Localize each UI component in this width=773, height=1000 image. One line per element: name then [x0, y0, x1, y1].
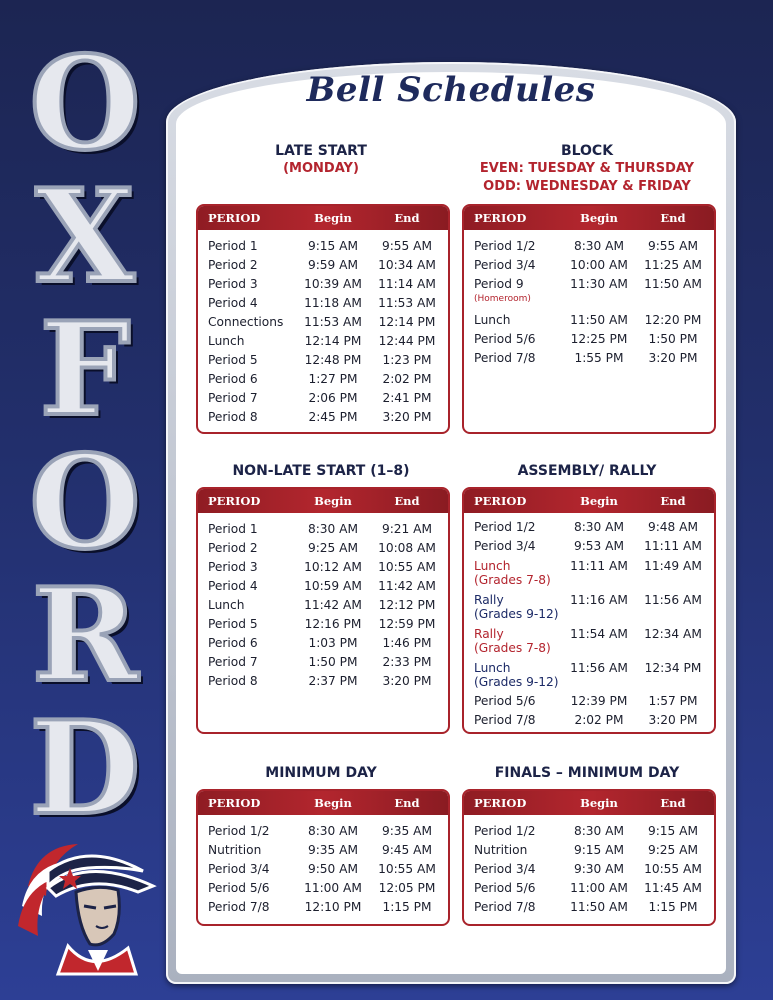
begin-cell: 9:53 AM: [573, 539, 625, 553]
begin-cell: 11:56 AM: [570, 661, 628, 675]
table-header: [198, 206, 448, 230]
table-row: [464, 275, 714, 311]
end-cell: 9:55 AM: [381, 239, 433, 253]
begin-cell: 11:50 AM: [570, 900, 628, 914]
table-header: [198, 791, 448, 815]
begin-cell: 10:12 AM: [304, 560, 362, 574]
end-cell: 1:46 PM: [382, 636, 432, 650]
table-header: [464, 206, 714, 230]
period-cell: Period 5: [208, 617, 258, 631]
end-cell: 10:08 AM: [378, 541, 436, 555]
header-period: PERIOD: [208, 796, 261, 810]
period-cell: [464, 275, 562, 305]
period-cell: Lunch: [474, 313, 511, 327]
begin-cell: 8:30 AM: [307, 522, 359, 536]
end-cell: 10:34 AM: [378, 258, 436, 272]
grade-label: (Grades 9-12): [474, 675, 559, 689]
begin-cell: 12:14 PM: [304, 334, 362, 348]
patriot-mascot-logo: [18, 826, 158, 976]
period-cell: Period 7/8: [208, 900, 270, 914]
end-cell: 9:21 AM: [381, 522, 433, 536]
table-row: [464, 624, 714, 658]
period-cell: Period 1/2: [474, 824, 536, 838]
period-label: Rally: [474, 593, 504, 607]
begin-cell: 9:30 AM: [573, 862, 625, 876]
begin-cell: 10:00 AM: [570, 258, 628, 272]
begin-cell: 11:30 AM: [570, 277, 628, 291]
begin-cell: 2:45 PM: [308, 410, 358, 424]
letter-d: D: [29, 694, 141, 844]
period-cell: Lunch: [208, 598, 245, 612]
period-label: Rally: [474, 627, 504, 641]
begin-cell: 9:15 AM: [307, 239, 359, 253]
begin-cell: 8:30 AM: [573, 520, 625, 534]
period-cell: Nutrition: [474, 843, 528, 857]
header-begin: Begin: [580, 494, 618, 508]
late-start-heading: [196, 142, 446, 178]
period-cell: Period 5/6: [474, 881, 536, 895]
header-end: End: [660, 211, 686, 225]
period-cell: Period 3/4: [474, 862, 536, 876]
end-cell: 12:44 PM: [378, 334, 436, 348]
begin-cell: 8:30 AM: [573, 239, 625, 253]
late-start-title: LATE START: [275, 143, 367, 159]
end-cell: 11:14 AM: [378, 277, 436, 291]
period-cell: [464, 559, 562, 587]
period-cell: Period 7/8: [474, 900, 536, 914]
table-header: [464, 489, 714, 513]
table-row: [464, 822, 714, 841]
table-row: [464, 879, 714, 898]
block-subtitle-even: EVEN: TUESDAY & THURSDAY: [479, 161, 695, 176]
non-late-table: [196, 487, 450, 734]
table-body: [198, 230, 448, 427]
period-cell: [464, 593, 562, 621]
period-cell: Period 6: [208, 636, 258, 650]
period-cell: Connections: [208, 315, 284, 329]
table-row: [464, 330, 714, 349]
header-end: End: [394, 796, 420, 810]
end-cell: 1:50 PM: [648, 332, 698, 346]
assembly-title: ASSEMBLY/ RALLY: [517, 463, 657, 479]
end-cell: 9:45 AM: [381, 843, 433, 857]
header-end: End: [394, 211, 420, 225]
period-cell: [464, 661, 562, 689]
table-row: [198, 389, 448, 408]
table-row: [198, 313, 448, 332]
period-cell: Period 6: [208, 372, 258, 386]
end-cell: 3:20 PM: [648, 351, 698, 365]
table-row: [198, 822, 448, 841]
table-row: [198, 558, 448, 577]
table-row: [464, 692, 714, 711]
begin-cell: 1:55 PM: [574, 351, 624, 365]
grade-label: (Grades 7-8): [474, 573, 551, 587]
period-cell: Nutrition: [208, 843, 262, 857]
period-cell: [464, 627, 562, 655]
end-cell: 12:12 PM: [378, 598, 436, 612]
non-late-title: NON-LATE START (1–8): [232, 463, 410, 479]
table-row: [198, 879, 448, 898]
begin-cell: 2:02 PM: [574, 713, 624, 727]
end-cell: 11:53 AM: [378, 296, 436, 310]
end-cell: 12:34 AM: [644, 627, 702, 641]
period-cell: Period 7: [208, 391, 258, 405]
block-table: [462, 204, 716, 434]
end-cell: 1:23 PM: [382, 353, 432, 367]
begin-cell: 12:48 PM: [304, 353, 362, 367]
assembly-heading: [462, 462, 712, 480]
period-cell: Period 3/4: [208, 862, 270, 876]
end-cell: 1:15 PM: [382, 900, 432, 914]
period-cell: Period 2: [208, 541, 258, 555]
begin-cell: 8:30 AM: [573, 824, 625, 838]
block-heading: [462, 142, 712, 196]
header-begin: Begin: [314, 211, 352, 225]
begin-cell: 8:30 AM: [307, 824, 359, 838]
finals-table: [462, 789, 716, 926]
begin-cell: 9:15 AM: [573, 843, 625, 857]
header-end: End: [660, 494, 686, 508]
period-label: Lunch: [474, 661, 511, 675]
table-row: [464, 518, 714, 537]
table-row: [198, 634, 448, 653]
table-row: [198, 539, 448, 558]
period-cell: Period 3/4: [474, 539, 536, 553]
begin-cell: 2:37 PM: [308, 674, 358, 688]
table-header: [464, 791, 714, 815]
begin-cell: 12:16 PM: [304, 617, 362, 631]
period-cell: Period 3: [208, 277, 258, 291]
table-row: [198, 653, 448, 672]
end-cell: 10:55 AM: [378, 862, 436, 876]
period-cell: Period 1/2: [474, 239, 536, 253]
end-cell: 9:15 AM: [647, 824, 699, 838]
period-cell: Period 1/2: [208, 824, 270, 838]
table-row: [198, 370, 448, 389]
end-cell: 9:48 AM: [647, 520, 699, 534]
period-cell: Period 5/6: [208, 881, 270, 895]
end-cell: 2:41 PM: [382, 391, 432, 405]
end-cell: 11:42 AM: [378, 579, 436, 593]
table-row: [464, 898, 714, 917]
begin-cell: 11:53 AM: [304, 315, 362, 329]
end-cell: 11:56 AM: [644, 593, 702, 607]
begin-cell: 1:50 PM: [308, 655, 358, 669]
table-body: [198, 513, 448, 691]
begin-cell: 12:39 PM: [570, 694, 628, 708]
begin-cell: 11:00 AM: [304, 881, 362, 895]
end-cell: 11:45 AM: [644, 881, 702, 895]
begin-cell: 9:59 AM: [307, 258, 359, 272]
table-body: [464, 230, 714, 368]
end-cell: 2:33 PM: [382, 655, 432, 669]
end-cell: 12:05 PM: [378, 881, 436, 895]
period-cell: Period 1: [208, 239, 258, 253]
period-cell: Period 5: [208, 353, 258, 367]
end-cell: 2:02 PM: [382, 372, 432, 386]
header-period: PERIOD: [208, 211, 261, 225]
grade-label: (Grades 7-8): [474, 641, 551, 655]
period-cell: Period 3/4: [474, 258, 536, 272]
end-cell: 12:20 PM: [644, 313, 702, 327]
header-period: PERIOD: [474, 494, 527, 508]
end-cell: 9:55 AM: [647, 239, 699, 253]
period-cell: Period 8: [208, 674, 258, 688]
header-period: PERIOD: [474, 211, 527, 225]
end-cell: 9:25 AM: [647, 843, 699, 857]
table-row: [198, 672, 448, 691]
period-cell: Period 3: [208, 560, 258, 574]
letter-r: R: [31, 561, 139, 711]
begin-cell: 11:16 AM: [570, 593, 628, 607]
begin-cell: 10:39 AM: [304, 277, 362, 291]
header-end: End: [660, 796, 686, 810]
period-cell: Period 1/2: [474, 520, 536, 534]
begin-cell: 11:50 AM: [570, 313, 628, 327]
period-cell: Period 2: [208, 258, 258, 272]
begin-cell: 9:35 AM: [307, 843, 359, 857]
table-row: [464, 711, 714, 730]
end-cell: 11:11 AM: [644, 539, 702, 553]
table-row: [198, 898, 448, 917]
period-label: Lunch: [474, 559, 511, 573]
end-cell: 1:15 PM: [648, 900, 698, 914]
end-cell: 11:50 AM: [644, 277, 702, 291]
end-cell: 12:14 PM: [378, 315, 436, 329]
end-cell: 12:34 PM: [644, 661, 702, 675]
table-row: [198, 520, 448, 539]
end-cell: 1:57 PM: [648, 694, 698, 708]
header-period: PERIOD: [208, 494, 261, 508]
block-subtitle-odd: ODD: WEDNESDAY & FRIDAY: [483, 179, 691, 194]
table-row: [198, 332, 448, 351]
period-label: Period 9: [474, 277, 524, 291]
begin-cell: 10:59 AM: [304, 579, 362, 593]
table-row: [198, 860, 448, 879]
begin-cell: 9:50 AM: [307, 862, 359, 876]
end-cell: 3:20 PM: [382, 410, 432, 424]
period-cell: Period 7: [208, 655, 258, 669]
block-title: BLOCK: [560, 143, 614, 159]
period-cell: Period 5/6: [474, 332, 536, 346]
end-cell: 11:25 AM: [644, 258, 702, 272]
period-cell: Period 4: [208, 579, 258, 593]
period-cell: Period 7/8: [474, 351, 536, 365]
end-cell: 12:59 PM: [378, 617, 436, 631]
begin-cell: 11:54 AM: [570, 627, 628, 641]
end-cell: 9:35 AM: [381, 824, 433, 838]
period-cell: Lunch: [208, 334, 245, 348]
table-row: [198, 294, 448, 313]
late-start-subtitle: (MONDAY): [283, 161, 359, 176]
table-row: [198, 275, 448, 294]
begin-cell: 2:06 PM: [308, 391, 358, 405]
table-row: [464, 841, 714, 860]
begin-cell: 12:25 PM: [570, 332, 628, 346]
begin-cell: 11:11 AM: [570, 559, 628, 573]
period-cell: Period 1: [208, 522, 258, 536]
grade-label: (Grades 9-12): [474, 607, 559, 621]
non-late-heading: [196, 462, 446, 480]
homeroom-note: (Homeroom): [474, 294, 531, 304]
begin-cell: 11:00 AM: [570, 881, 628, 895]
minimum-title: MINIMUM DAY: [265, 765, 377, 781]
header-period: PERIOD: [474, 796, 527, 810]
minimum-table: [196, 789, 450, 926]
end-cell: 11:49 AM: [644, 559, 702, 573]
table-row: [198, 615, 448, 634]
table-body: [464, 513, 714, 730]
header-begin: Begin: [314, 796, 352, 810]
header-begin: Begin: [314, 494, 352, 508]
table-row: [464, 658, 714, 692]
table-row: [464, 537, 714, 556]
period-cell: Period 7/8: [474, 713, 536, 727]
begin-cell: 11:18 AM: [304, 296, 362, 310]
begin-cell: 1:03 PM: [308, 636, 358, 650]
table-body: [198, 815, 448, 917]
period-cell: Period 4: [208, 296, 258, 310]
end-cell: 10:55 AM: [378, 560, 436, 574]
begin-cell: 1:27 PM: [308, 372, 358, 386]
table-row: [464, 311, 714, 330]
end-cell: 3:20 PM: [648, 713, 698, 727]
finals-heading: [462, 764, 712, 782]
header-begin: Begin: [580, 796, 618, 810]
table-body: [464, 815, 714, 917]
table-row: [198, 408, 448, 427]
header-begin: Begin: [580, 211, 618, 225]
table-row: [198, 577, 448, 596]
table-row: [464, 556, 714, 590]
begin-cell: 12:10 PM: [304, 900, 362, 914]
letter-o-2: O: [29, 428, 141, 578]
table-row: [198, 256, 448, 275]
table-row: [198, 841, 448, 860]
end-cell: 10:55 AM: [644, 862, 702, 876]
period-cell: Period 5/6: [474, 694, 536, 708]
table-row: [198, 237, 448, 256]
page-title: Bell Schedules: [306, 70, 596, 110]
table-row: [464, 349, 714, 368]
header-end: End: [394, 494, 420, 508]
late-start-table: [196, 204, 450, 434]
begin-cell: 9:25 AM: [307, 541, 359, 555]
letter-o: O: [29, 29, 141, 179]
assembly-table: [462, 487, 716, 734]
minimum-heading: [196, 764, 446, 782]
table-row: [464, 590, 714, 624]
table-row: [464, 256, 714, 275]
letter-x: X: [35, 162, 135, 312]
finals-title: FINALS – MINIMUM DAY: [494, 765, 680, 781]
begin-cell: 11:42 AM: [304, 598, 362, 612]
table-row: [464, 860, 714, 879]
end-cell: 3:20 PM: [382, 674, 432, 688]
table-header: [198, 489, 448, 513]
table-row: [464, 237, 714, 256]
table-row: [198, 351, 448, 370]
period-cell: Period 8: [208, 410, 258, 424]
letter-f: F: [39, 295, 131, 445]
table-row: [198, 596, 448, 615]
